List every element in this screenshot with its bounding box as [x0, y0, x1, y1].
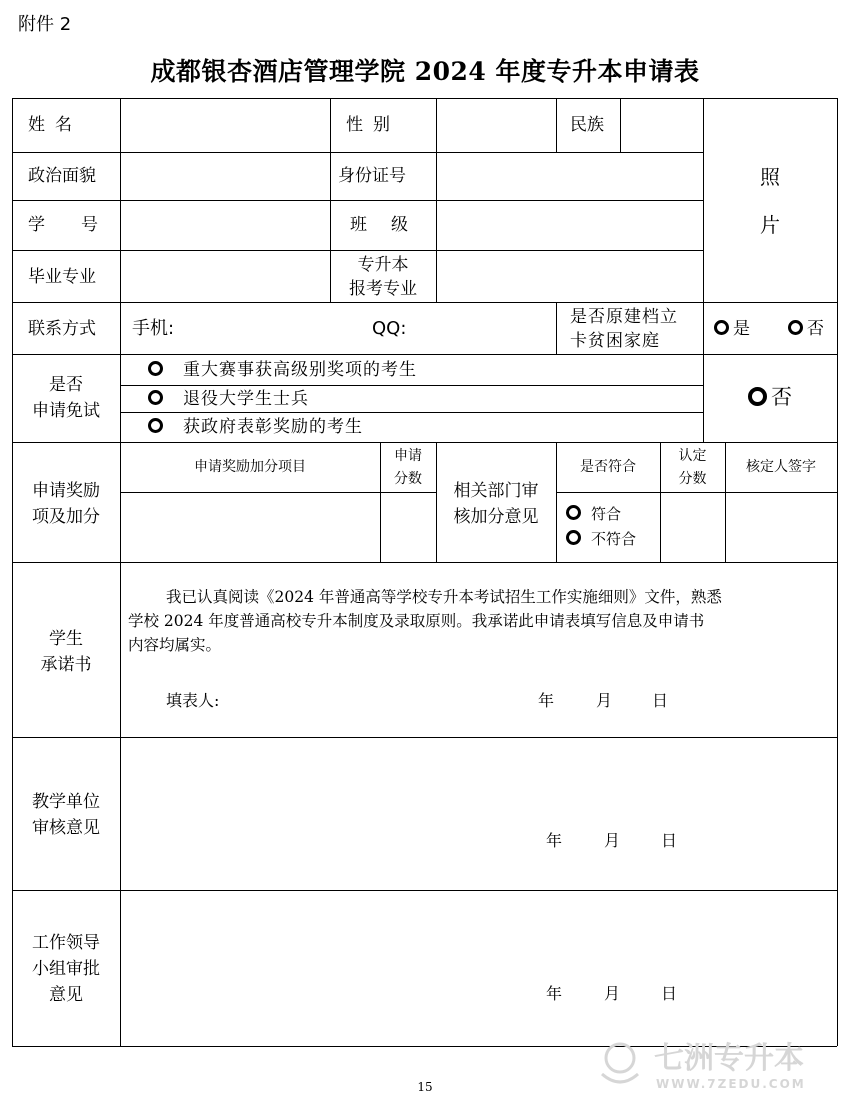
date-day: 日 — [652, 691, 669, 710]
photo-label-1: 照 — [760, 165, 780, 189]
pledge-label-1: 学生 — [49, 629, 83, 649]
exempt-no-option[interactable] — [748, 384, 792, 410]
confirmed-header-1: 认定 — [678, 448, 707, 464]
ethnicity-label: 民族 — [570, 115, 604, 135]
page-title: 成都银杏酒店管理学院 2024 年度专升本申请表 — [150, 57, 700, 86]
teaching-label-1: 教学单位 — [32, 792, 100, 812]
watermark — [592, 1034, 842, 1094]
filler-label: 填表人: — [166, 691, 220, 710]
match-no-label: 不符合 — [591, 530, 637, 548]
watermark-url: WWW.7ZEDU.COM — [656, 1077, 806, 1091]
signer-header: 核定人签字 — [746, 459, 816, 475]
dept-opinion-label-2: 核加分意见 — [453, 507, 539, 527]
date-day: 日 — [661, 831, 678, 850]
confirmed-header-2: 分数 — [678, 471, 707, 487]
poverty-no-option[interactable] — [788, 316, 824, 342]
radio-icon — [566, 505, 581, 520]
award-item-header: 申请奖励加分项目 — [194, 459, 306, 475]
target-major-label-1: 专升本 — [357, 255, 409, 275]
date-month: 月 — [596, 691, 613, 710]
leader-label-1: 工作领导 — [32, 933, 100, 953]
qq-label: QQ: — [372, 318, 407, 339]
exempt-option-label: 重大赛事获高级别奖项的考生 — [183, 360, 417, 380]
pledge-text-line-2: 学校 2024 年度普通高校专升本制度及录取原则。我承诺此申请表填写信息及申请书 — [128, 612, 705, 630]
award-label-2: 项及加分 — [32, 507, 100, 527]
contact-label: 联系方式 — [28, 319, 96, 339]
student-id-label: 学号 — [28, 215, 134, 235]
exempt-option-3[interactable] — [148, 414, 363, 440]
phone-label: 手机: — [132, 318, 175, 339]
date-year: 年 — [546, 831, 563, 850]
score-header-1: 申请 — [394, 448, 422, 464]
exempt-option-1[interactable] — [148, 357, 417, 383]
match-yes-label: 符合 — [591, 505, 622, 523]
exempt-option-label: 退役大学生士兵 — [183, 389, 309, 409]
award-label-1: 申请奖励 — [32, 481, 100, 501]
id-number-label: 身份证号 — [338, 166, 406, 186]
pledge-text-line-3: 内容均属实。 — [128, 636, 222, 654]
exempt-label-1: 是否 — [49, 375, 83, 395]
date-month: 月 — [604, 831, 621, 850]
radio-icon — [566, 530, 581, 545]
poverty-label-2: 卡贫困家庭 — [570, 331, 660, 351]
watermark-logo-icon — [592, 1034, 842, 1094]
pledge-label-2: 承诺书 — [40, 655, 92, 675]
political-label: 政治面貌 — [28, 166, 96, 186]
radio-icon — [788, 320, 803, 335]
major-label: 毕业专业 — [28, 267, 96, 287]
exempt-option-label: 获政府表彰奖励的考生 — [183, 417, 363, 437]
date-year: 年 — [538, 691, 555, 710]
teaching-label-2: 审核意见 — [32, 818, 100, 838]
radio-icon — [748, 387, 767, 406]
date-year: 年 — [546, 984, 563, 1003]
exempt-label-2: 申请免试 — [32, 401, 100, 421]
dept-opinion-label-1: 相关部门审 — [453, 481, 539, 501]
target-major-label-2: 报考专业 — [349, 279, 417, 299]
gender-label: 性别 — [346, 115, 400, 135]
match-yes-option[interactable] — [566, 501, 621, 527]
score-header-2: 分数 — [394, 471, 422, 487]
photo-label-2: 片 — [760, 213, 780, 237]
radio-icon — [148, 418, 163, 433]
pledge-text-line-1: 我已认真阅读《2024 年普通高等学校专升本考试招生工作实施细则》文件，熟悉 — [166, 588, 722, 606]
exempt-option-2[interactable] — [148, 386, 309, 412]
match-no-option[interactable] — [566, 526, 636, 552]
date-month: 月 — [604, 984, 621, 1003]
poverty-yes-option[interactable] — [714, 316, 750, 342]
radio-icon — [714, 320, 729, 335]
class-label: 班级 — [350, 215, 432, 235]
date-day: 日 — [661, 984, 678, 1003]
radio-icon — [148, 361, 163, 376]
exempt-no-label: 否 — [771, 385, 792, 409]
annex-label: 附件 2 — [18, 14, 72, 35]
match-header: 是否符合 — [580, 459, 636, 475]
poverty-yes-label: 是 — [733, 319, 750, 339]
name-label: 姓名 — [28, 115, 82, 135]
leader-label-2: 小组审批 — [32, 959, 100, 979]
watermark-brand: 七洲专升本 — [654, 1041, 804, 1076]
page-number: 15 — [417, 1080, 433, 1094]
radio-icon — [148, 390, 163, 405]
leader-label-3: 意见 — [49, 985, 83, 1005]
poverty-label-1: 是否原建档立 — [570, 307, 678, 327]
poverty-no-label: 否 — [807, 319, 824, 339]
